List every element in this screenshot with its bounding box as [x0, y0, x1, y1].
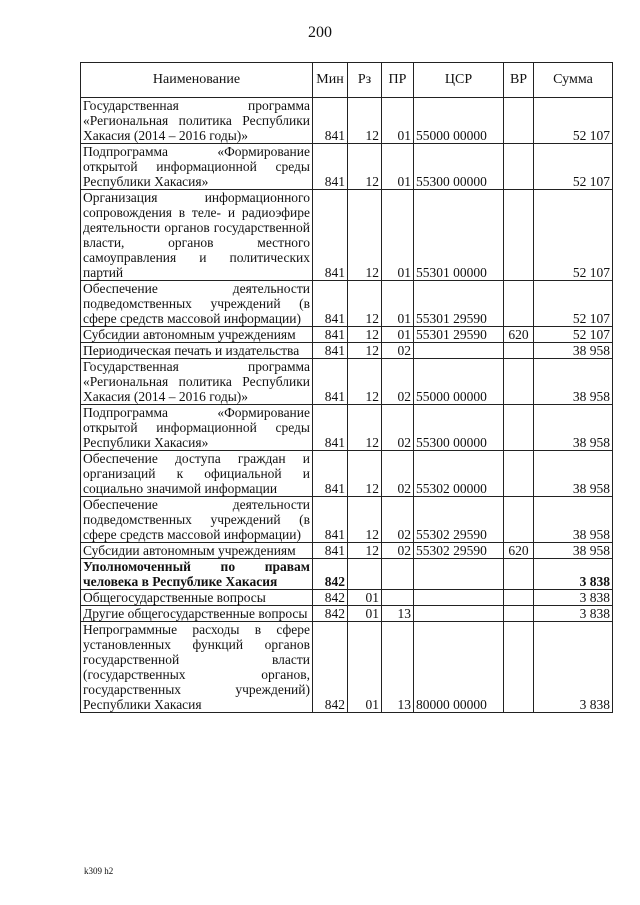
cell-rz	[348, 559, 382, 590]
cell-name: Общегосударственные вопросы	[81, 590, 313, 606]
cell-rz: 12	[348, 190, 382, 281]
cell-vr	[504, 98, 534, 144]
cell-csr	[414, 559, 504, 590]
cell-name: Непрограммные расходы в сфере установленных функций органов государственной власти (государственных органов, государственных учреждений) Республики Хакасия	[81, 622, 313, 713]
cell-pr: 13	[382, 622, 414, 713]
cell-name: Подпрограмма «Формирование открытой информационной среды Республики Хакасия»	[81, 405, 313, 451]
table-row	[81, 497, 613, 543]
cell-vr: 620	[504, 543, 534, 559]
table-row	[81, 405, 613, 451]
table-row	[81, 359, 613, 405]
cell-pr: 02	[382, 543, 414, 559]
table-row	[81, 144, 613, 190]
cell-pr: 02	[382, 343, 414, 359]
cell-csr: 55302 00000	[414, 451, 504, 497]
header-sum: Сумма	[534, 63, 613, 98]
cell-sum: 38 958	[534, 405, 613, 451]
cell-rz: 01	[348, 606, 382, 622]
cell-sum: 3 838	[534, 606, 613, 622]
cell-csr: 55300 00000	[414, 144, 504, 190]
cell-pr	[382, 559, 414, 590]
header-name: Наименование	[81, 63, 313, 98]
cell-name: Обеспечение деятельности подведомственных учреждений (в сфере средств массовой информации)	[81, 497, 313, 543]
cell-name: Организация информационного сопровождения в теле- и радиоэфире деятельности органов государственной власти, органов местного самоуправления и политических партий	[81, 190, 313, 281]
table-row	[81, 98, 613, 144]
cell-sum: 3 838	[534, 622, 613, 713]
cell-name: Уполномоченный по правам человека в Республике Хакасия	[81, 559, 313, 590]
cell-vr	[504, 359, 534, 405]
cell-pr: 01	[382, 98, 414, 144]
cell-rz: 12	[348, 543, 382, 559]
cell-min: 841	[313, 359, 348, 405]
cell-min: 841	[313, 451, 348, 497]
header-rz: Рз	[348, 63, 382, 98]
cell-name: Субсидии автономным учреждениям	[81, 543, 313, 559]
cell-rz: 12	[348, 98, 382, 144]
cell-min: 841	[313, 343, 348, 359]
cell-min: 841	[313, 327, 348, 343]
cell-name: Подпрограмма «Формирование открытой информационной среды Республики Хакасия»	[81, 144, 313, 190]
table-header-row	[81, 63, 613, 98]
cell-sum: 38 958	[534, 343, 613, 359]
cell-csr: 55000 00000	[414, 359, 504, 405]
cell-min: 841	[313, 497, 348, 543]
header-pr: ПР	[382, 63, 414, 98]
cell-min: 841	[313, 543, 348, 559]
table-row	[81, 190, 613, 281]
cell-vr	[504, 590, 534, 606]
cell-vr	[504, 606, 534, 622]
header-csr: ЦСР	[414, 63, 504, 98]
cell-csr: 80000 00000	[414, 622, 504, 713]
cell-vr	[504, 343, 534, 359]
cell-vr	[504, 559, 534, 590]
cell-name: Обеспечение деятельности подведомственных учреждений (в сфере средств массовой информации)	[81, 281, 313, 327]
table-row	[81, 451, 613, 497]
cell-vr	[504, 622, 534, 713]
cell-vr: 620	[504, 327, 534, 343]
cell-sum: 38 958	[534, 543, 613, 559]
table-row	[81, 327, 613, 343]
table-row	[81, 343, 613, 359]
table-row	[81, 590, 613, 606]
cell-pr: 13	[382, 606, 414, 622]
cell-sum: 38 958	[534, 451, 613, 497]
table-row	[81, 622, 613, 713]
cell-min: 841	[313, 98, 348, 144]
cell-pr: 02	[382, 359, 414, 405]
cell-csr: 55301 00000	[414, 190, 504, 281]
page-number: 200	[308, 24, 332, 41]
cell-rz: 12	[348, 405, 382, 451]
cell-sum: 3 838	[534, 559, 613, 590]
cell-min: 841	[313, 144, 348, 190]
footer-code: k309 h2	[84, 866, 114, 876]
cell-vr	[504, 497, 534, 543]
cell-pr	[382, 590, 414, 606]
cell-min: 841	[313, 281, 348, 327]
cell-name: Другие общегосударственные вопросы	[81, 606, 313, 622]
cell-pr: 02	[382, 405, 414, 451]
header-min: Мин	[313, 63, 348, 98]
cell-csr: 55301 29590	[414, 327, 504, 343]
table-row	[81, 559, 613, 590]
cell-pr: 02	[382, 451, 414, 497]
cell-rz: 12	[348, 281, 382, 327]
cell-min: 842	[313, 606, 348, 622]
cell-name: Периодическая печать и издательства	[81, 343, 313, 359]
cell-pr: 01	[382, 281, 414, 327]
cell-sum: 52 107	[534, 327, 613, 343]
cell-csr	[414, 343, 504, 359]
cell-sum: 52 107	[534, 281, 613, 327]
cell-rz: 12	[348, 451, 382, 497]
cell-sum: 52 107	[534, 190, 613, 281]
cell-name: Государственная программа «Региональная политика Республики Хакасия (2014 – 2016 годы)»	[81, 359, 313, 405]
cell-rz: 01	[348, 590, 382, 606]
budget-table	[80, 62, 613, 713]
cell-csr: 55302 29590	[414, 497, 504, 543]
cell-csr: 55000 00000	[414, 98, 504, 144]
cell-pr: 01	[382, 190, 414, 281]
cell-csr: 55302 29590	[414, 543, 504, 559]
table-body	[81, 98, 613, 713]
cell-vr	[504, 144, 534, 190]
table-row	[81, 543, 613, 559]
cell-name: Государственная программа «Региональная политика Республики Хакасия (2014 – 2016 годы)»	[81, 98, 313, 144]
cell-pr: 01	[382, 144, 414, 190]
cell-rz: 12	[348, 359, 382, 405]
cell-csr	[414, 606, 504, 622]
cell-csr: 55301 29590	[414, 281, 504, 327]
cell-sum: 52 107	[534, 144, 613, 190]
cell-rz: 12	[348, 497, 382, 543]
table-row	[81, 281, 613, 327]
cell-name: Субсидии автономным учреждениям	[81, 327, 313, 343]
cell-min: 841	[313, 190, 348, 281]
cell-vr	[504, 190, 534, 281]
cell-rz: 12	[348, 343, 382, 359]
cell-min: 842	[313, 622, 348, 713]
cell-pr: 01	[382, 327, 414, 343]
cell-min: 842	[313, 590, 348, 606]
cell-rz: 01	[348, 622, 382, 713]
cell-sum: 38 958	[534, 497, 613, 543]
cell-rz: 12	[348, 144, 382, 190]
cell-sum: 3 838	[534, 590, 613, 606]
cell-vr	[504, 405, 534, 451]
cell-vr	[504, 451, 534, 497]
cell-sum: 52 107	[534, 98, 613, 144]
cell-rz: 12	[348, 327, 382, 343]
cell-sum: 38 958	[534, 359, 613, 405]
cell-vr	[504, 281, 534, 327]
cell-min: 841	[313, 405, 348, 451]
cell-csr	[414, 590, 504, 606]
table-row	[81, 606, 613, 622]
cell-pr: 02	[382, 497, 414, 543]
header-vr: ВР	[504, 63, 534, 98]
cell-min: 842	[313, 559, 348, 590]
cell-name: Обеспечение доступа граждан и организаций к официальной и социально значимой информации	[81, 451, 313, 497]
cell-csr: 55300 00000	[414, 405, 504, 451]
